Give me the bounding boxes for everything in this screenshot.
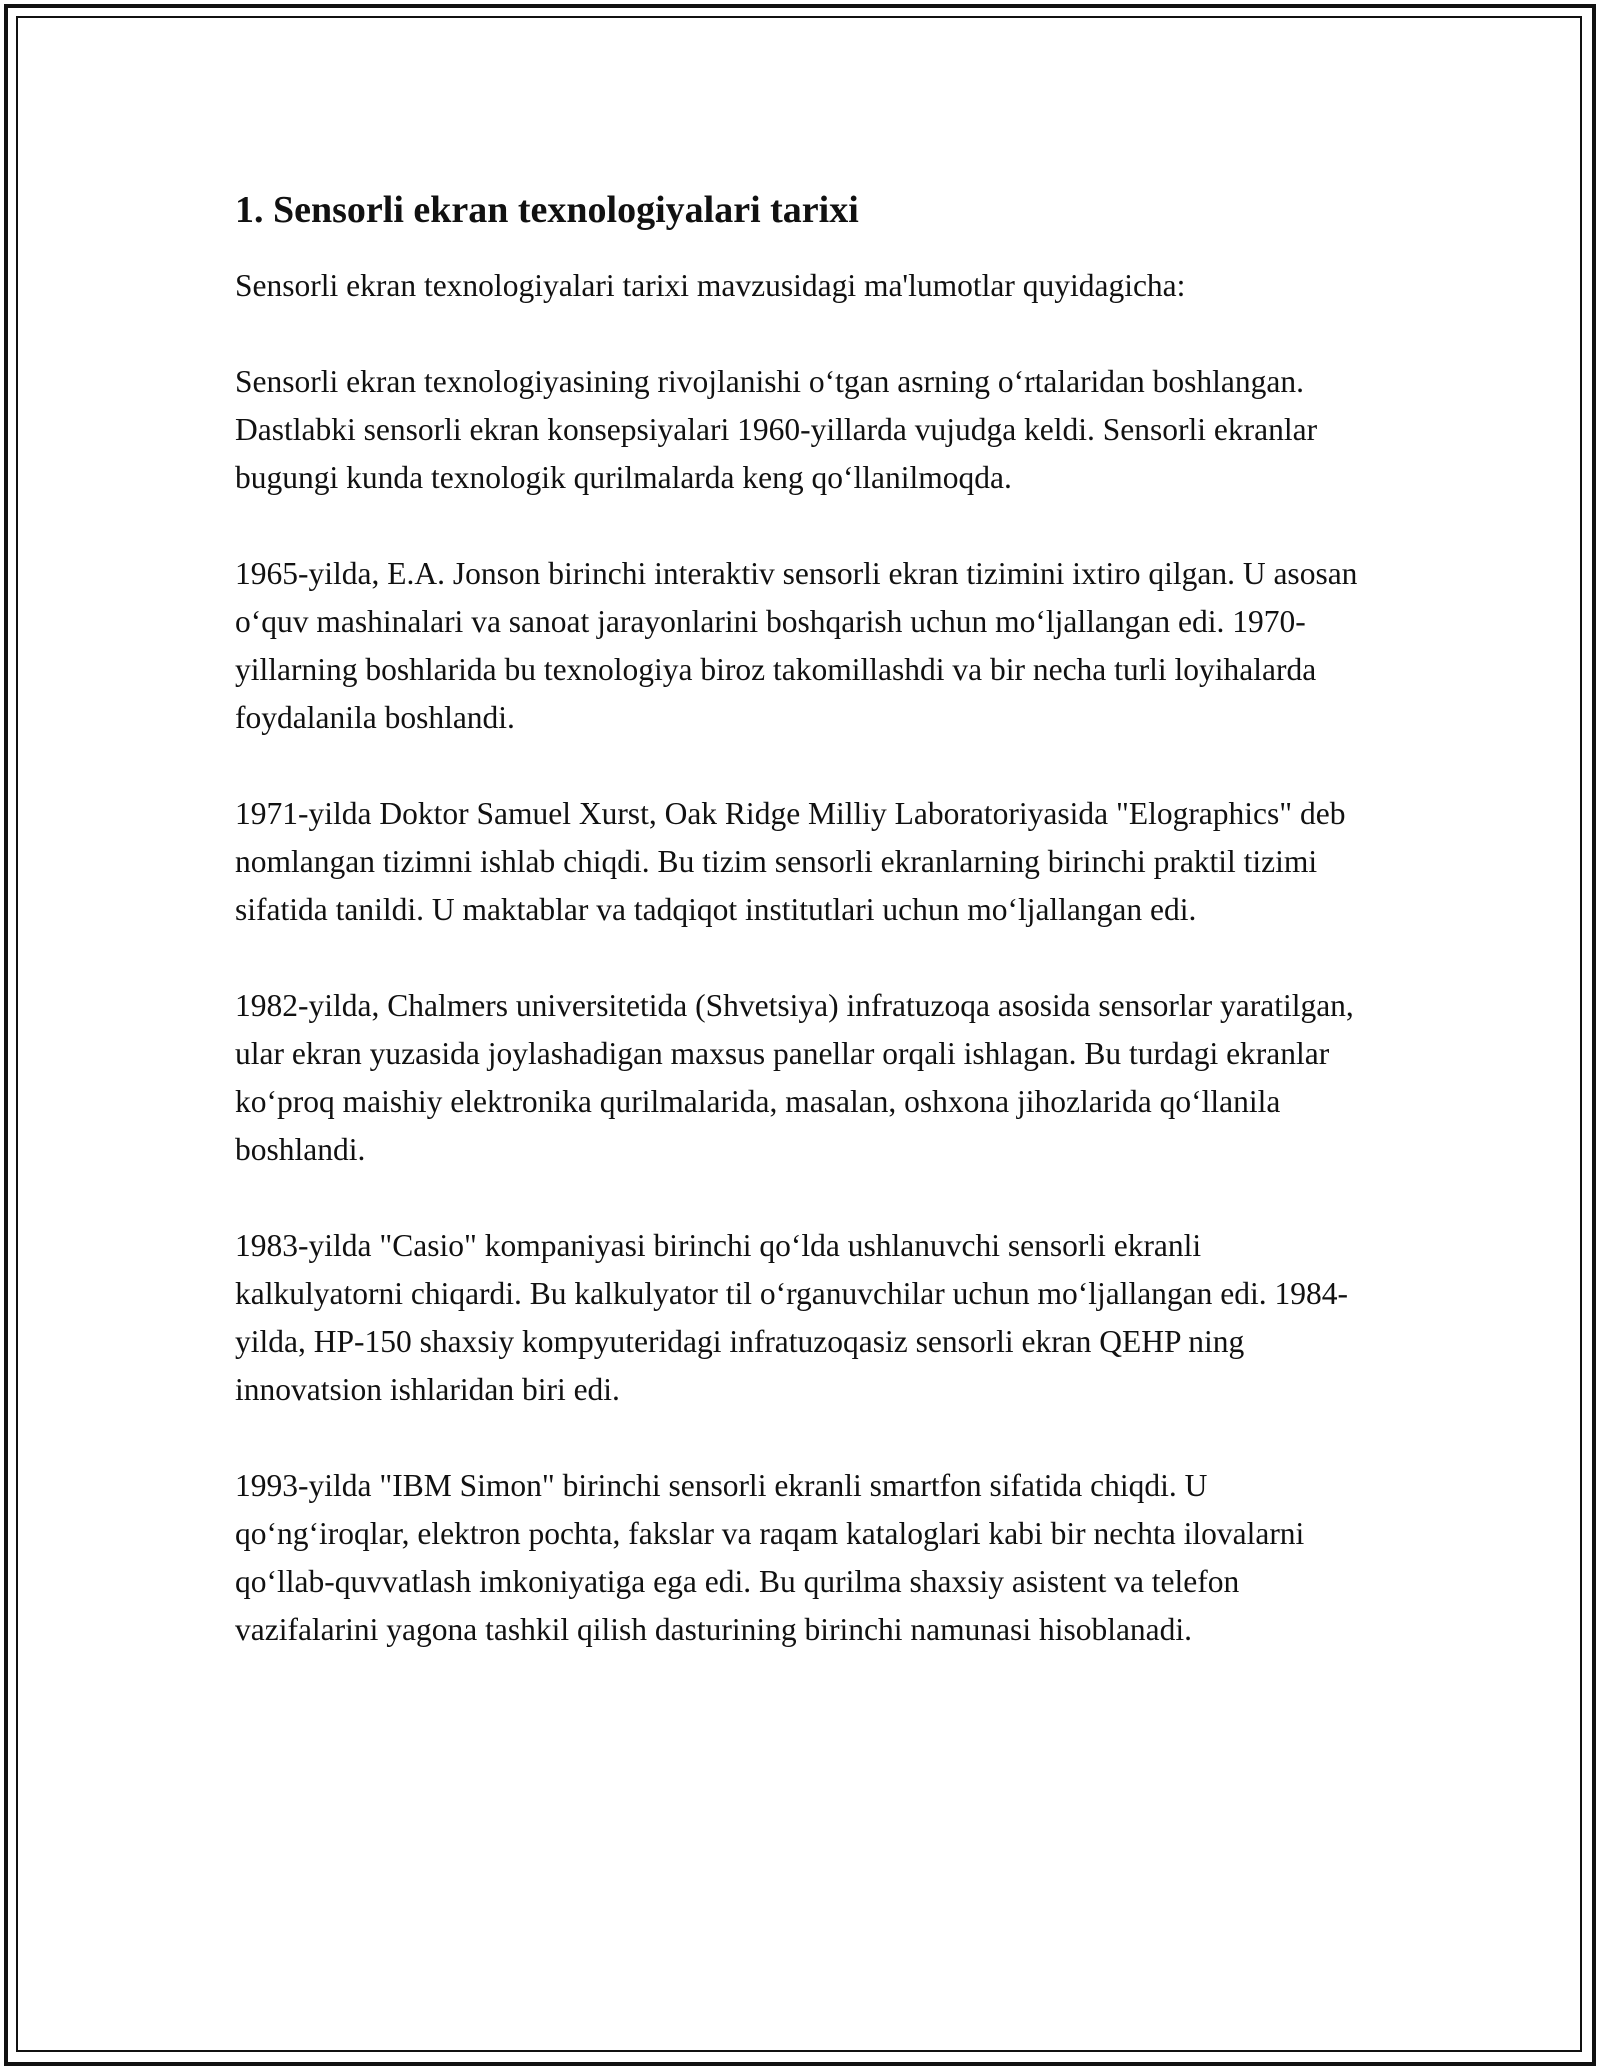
intro-paragraph: Sensorli ekran texnologiyalari tarixi mavzusidagi ma'lumotlar quyidagicha: bbox=[235, 268, 1186, 303]
paragraph-1983: 1983-yilda "Casio" kompaniyasi birinchi qo‘lda ushlanuvchi sensorli ekranli kalkulyatorni chiqardi. Bu kalkulyator til o‘rganuvchilar uchun mo‘ljallangan edi. 1984-yilda, HP-150 shaxsiy kompyuteridagi infratuzoqasiz sensorli ekran QEHP ning innovatsion ishlaridan biri edi. bbox=[235, 1228, 1349, 1407]
document-body bbox=[235, 186, 1375, 1702]
paragraph-1993: 1993-yilda "IBM Simon" birinchi sensorli ekranli smartfon sifatida chiqdi. U qo‘ng‘iroqlar, elektron pochta, fakslar va raqam kataloglari kabi bir nechta ilovalarni qo‘llab-quvvatlash imkoniyatiga ega edi. Bu qurilma shaxsiy asistent va telefon vazifalarini yagona tashkil qilish dasturining birinchi namunasi hisoblanadi. bbox=[235, 1468, 1305, 1647]
document-title: 1. Sensorli ekran texnologiyalari tarixi bbox=[235, 189, 859, 231]
paragraph-1982: 1982-yilda, Chalmers universitetida (Shvetsiya) infratuzoqa asosida sensorlar yaratilgan, ular ekran yuzasida joylashadigan maxsus panellar orqali ishlagan. Bu turdagi ekranlar ko‘proq maishiy elektronika qurilmalarida, masalan, oshxona jihozlarida qo‘llanila boshlandi. bbox=[235, 988, 1354, 1167]
paragraph-1971: 1971-yilda Doktor Samuel Xurst, Oak Ridge Milliy Laboratoriyasida "Elographics" deb nomlangan tizimni ishlab chiqdi. Bu tizim sensorli ekranlarning birinchi praktil tizimi sifatida tanildi. U maktablar va tadqiqot institutlari uchun mo‘ljallangan edi. bbox=[235, 796, 1346, 927]
paragraph-1965: 1965-yilda, E.A. Jonson birinchi interaktiv sensorli ekran tizimini ixtiro qilgan. U asosan o‘quv mashinalari va sanoat jarayonlarini boshqarish uchun mo‘ljallangan edi. 1970-yillarning boshlarida bu texnologiya biroz takomillashdi va bir necha turli loyihalarda foydalanila boshlandi. bbox=[235, 556, 1358, 735]
paragraph-origins: Sensorli ekran texnologiyasining rivojlanishi o‘tgan asrning o‘rtalaridan boshlangan. Dastlabki sensorli ekran konsepsiyalari 1960-yillarda vujudga keldi. Sensorli ekranlar bugungi kunda texnologik qurilmalarda keng qo‘llanilmoqda. bbox=[235, 364, 1318, 495]
